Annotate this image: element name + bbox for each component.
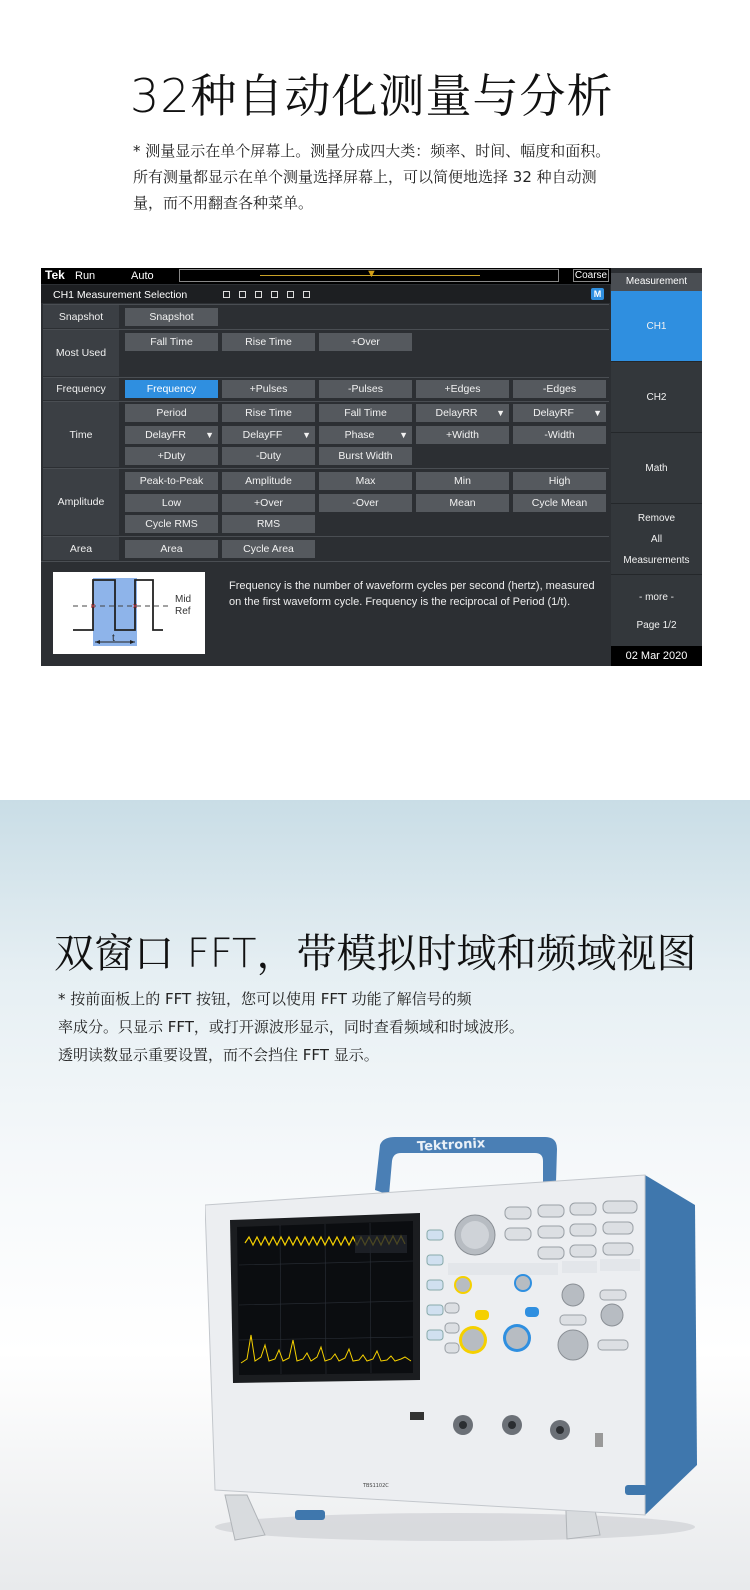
square-icon xyxy=(303,291,310,298)
tek-logo: Tek xyxy=(45,268,65,282)
side-more-button[interactable] xyxy=(611,575,702,647)
row-snapshot xyxy=(43,304,609,328)
btn-delay-rf[interactable] xyxy=(513,404,606,422)
btn-minus-over[interactable]: -Over xyxy=(319,494,412,512)
dropdown-arrow-icon: ▼ xyxy=(399,430,408,440)
square-icon xyxy=(223,291,230,298)
status-bar xyxy=(41,268,611,284)
measurement-description xyxy=(41,561,610,660)
side-ch2-button[interactable]: CH2 xyxy=(611,362,702,433)
coarse-indicator: Coarse xyxy=(574,270,608,281)
btn-plus-width[interactable]: +Width xyxy=(416,426,509,444)
btn-label: Phase xyxy=(344,429,375,441)
side-remove-all-button[interactable] xyxy=(611,504,702,575)
description-text: Frequency is the number of waveform cycles per second (hertz), measured on the first waveform cycle. Frequency is the reciprocal of Period (1/t). xyxy=(229,580,595,608)
btn-label: DelayFF xyxy=(242,429,283,441)
menu-title: CH1 Measurement Selection xyxy=(53,289,188,301)
btn-label: DelayRR xyxy=(435,407,478,419)
btn-min[interactable]: Min xyxy=(416,472,509,490)
btn-high[interactable]: High xyxy=(513,472,606,490)
btn-minus-pulses[interactable]: -Pulses xyxy=(319,380,412,398)
btn-plus-edges[interactable]: +Edges xyxy=(416,380,509,398)
section-paragraph xyxy=(58,985,578,1069)
row-label: Snapshot xyxy=(43,305,121,328)
menu-header xyxy=(41,285,610,303)
btn-peak-to-peak[interactable]: Peak-to-Peak xyxy=(125,472,218,490)
side-math-button[interactable]: Math xyxy=(611,433,702,504)
btn-plus-duty[interactable]: +Duty xyxy=(125,447,218,465)
btn-plus-over[interactable]: +Over xyxy=(222,494,315,512)
btn-snapshot[interactable]: Snapshot xyxy=(125,308,218,326)
trigger-mode: Auto xyxy=(131,270,154,282)
page-squares xyxy=(223,289,319,301)
btn-cycle-rms[interactable]: Cycle RMS xyxy=(125,515,218,533)
btn-delay-ff[interactable] xyxy=(222,426,315,444)
ref-label: Ref xyxy=(175,606,191,617)
dropdown-arrow-icon: ▼ xyxy=(205,430,214,440)
btn-label: DelayRF xyxy=(533,407,574,419)
dropdown-arrow-icon: ▼ xyxy=(302,430,311,440)
btn-frequency[interactable]: Frequency xyxy=(125,380,218,398)
fft-section xyxy=(0,800,750,1590)
oscilloscope-photo xyxy=(205,1135,705,1545)
btn-fall-time[interactable]: Fall Time xyxy=(319,404,412,422)
row-amplitude xyxy=(43,468,609,535)
brand-logo: Tektronix xyxy=(416,1136,486,1155)
row-time xyxy=(43,401,609,467)
dropdown-arrow-icon: ▼ xyxy=(593,408,602,418)
row-label: Area xyxy=(43,537,121,560)
row-most-used xyxy=(43,329,609,376)
btn-delay-rr[interactable] xyxy=(416,404,509,422)
btn-fall-time[interactable]: Fall Time xyxy=(125,333,218,351)
oscilloscope-illustration xyxy=(205,1135,705,1545)
svg-text:×: × xyxy=(90,601,96,611)
paragraph-line-3: 透明读数显示重要设置，而不会挡住 FFT 显示。 xyxy=(58,1046,379,1064)
section-title: 双窗口 FFT，带模拟时域和频域视图 xyxy=(54,931,697,977)
m-badge: M xyxy=(591,288,604,300)
mid-label: Mid xyxy=(175,594,192,605)
btn-label: DelayFR xyxy=(145,429,186,441)
row-label: Most Used xyxy=(43,330,121,376)
btn-area[interactable]: Area xyxy=(125,540,218,558)
side-menu xyxy=(611,273,702,666)
row-frequency xyxy=(43,377,609,400)
square-icon xyxy=(271,291,278,298)
square-icon xyxy=(287,291,294,298)
frequency-diagram xyxy=(53,572,205,654)
btn-mean[interactable]: Mean xyxy=(416,494,509,512)
dropdown-arrow-icon: ▼ xyxy=(496,408,505,418)
btn-period[interactable]: Period xyxy=(125,404,218,422)
row-label: Amplitude xyxy=(43,469,121,535)
btn-rise-time[interactable]: Rise Time xyxy=(222,404,315,422)
btn-burst-width[interactable]: Burst Width xyxy=(319,447,412,465)
record-track xyxy=(179,269,559,282)
remove-line-3: Measurements xyxy=(623,554,690,566)
square-icon xyxy=(255,291,262,298)
svg-text:×: × xyxy=(132,601,138,611)
btn-rise-time[interactable]: Rise Time xyxy=(222,333,315,351)
paragraph-line-1: * 按前面板上的 FFT 按钮，您可以使用 FFT 功能了解信号的频 xyxy=(58,990,472,1008)
model-label: TBS1102C xyxy=(363,1483,389,1489)
remove-line-2: All xyxy=(650,533,663,545)
btn-cycle-area[interactable]: Cycle Area xyxy=(222,540,315,558)
period-label: t xyxy=(112,633,115,644)
btn-minus-width[interactable]: -Width xyxy=(513,426,606,444)
section-title: 32种自动化测量与分析 xyxy=(130,69,614,123)
oscilloscope-screen xyxy=(41,268,702,666)
btn-phase[interactable] xyxy=(319,426,412,444)
btn-max[interactable]: Max xyxy=(319,472,412,490)
side-menu-header: Measurement xyxy=(611,273,702,291)
btn-minus-duty[interactable]: -Duty xyxy=(222,447,315,465)
side-ch1-button[interactable]: CH1 xyxy=(611,291,702,362)
section-paragraph: * 测量显示在单个屏幕上。测量分成四大类：频率、时间、幅度和面积。所有测量都显示在单个测量选择屏幕上，可以简便地选择 32 种自动测量，而不用翻查各种菜单。 xyxy=(133,142,611,212)
more-label: - more - xyxy=(638,591,674,603)
date-display: 02 Mar 2020 xyxy=(611,646,702,666)
page-label: Page 1/2 xyxy=(636,619,677,631)
btn-amplitude[interactable]: Amplitude xyxy=(222,472,315,490)
btn-rms[interactable]: RMS xyxy=(222,515,315,533)
paragraph-line-2: 率成分。只显示 FFT，或打开源波形显示，同时查看频域和时域波形。 xyxy=(58,1018,524,1036)
btn-delay-fr[interactable] xyxy=(125,426,218,444)
square-icon xyxy=(239,291,246,298)
row-area xyxy=(43,536,609,560)
btn-minus-edges[interactable]: -Edges xyxy=(513,380,606,398)
trigger-marker-icon: ▼ xyxy=(366,268,377,280)
btn-plus-pulses[interactable]: +Pulses xyxy=(222,380,315,398)
remove-line-1: Remove xyxy=(637,512,676,524)
row-label: Time xyxy=(43,402,121,467)
btn-plus-over[interactable]: +Over xyxy=(319,333,412,351)
btn-low[interactable]: Low xyxy=(125,494,218,512)
run-state: Run xyxy=(75,270,96,282)
row-label: Frequency xyxy=(43,378,121,400)
btn-cycle-mean[interactable]: Cycle Mean xyxy=(513,494,606,512)
